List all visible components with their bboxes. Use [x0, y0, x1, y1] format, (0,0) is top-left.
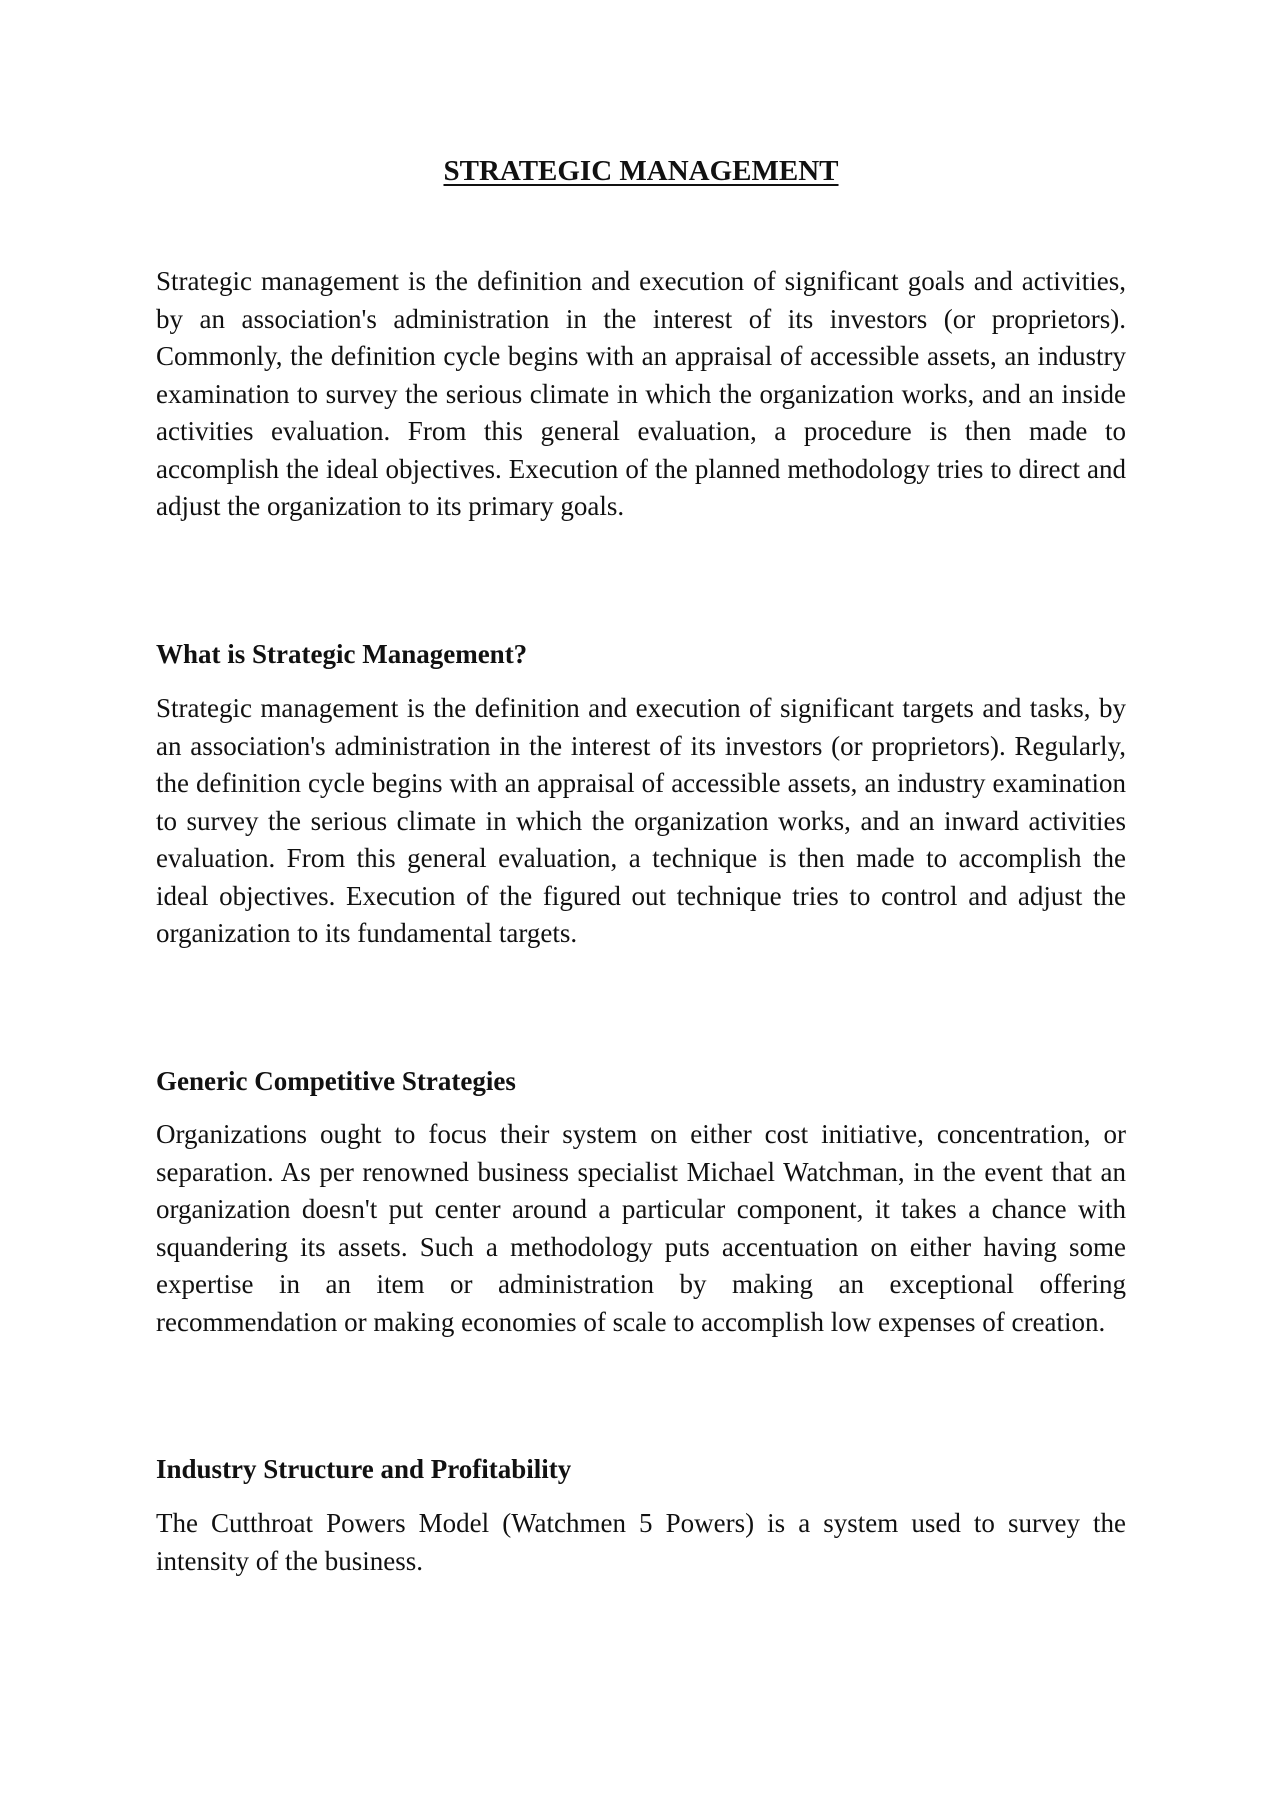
intro-paragraph: Strategic management is the definition and execution of significant goals and activities, by an association's administration in the interest of its investors (or proprietors). Commonly, the definition cycle begins with an appraisal of accessible assets, an industry examination to survey the serious climate in which the organization works, and an inside activities evaluation. From this general evaluation, a procedure is then made to accomplish the ideal objectives. Execution of the planned methodology tries to direct and adjust the organization to its primary goals. [156, 266, 1126, 521]
section-heading-industry-structure: Industry Structure and Profitability [156, 1454, 572, 1484]
section-body-industry-structure: The Cutthroat Powers Model (Watchmen 5 Powers) is a system used to survey the intensity of the business. [156, 1508, 1126, 1576]
section-body-what-is-strategic-management: Strategic management is the definition and execution of significant targets and tasks, by an association's administration in the interest of its investors (or proprietors). Regularly, the definition cycle begins with an appraisal of accessible assets, an industry examination to survey the serious climate in which the organization works, and an inward activities evaluation. From this general evaluation, a technique is then made to accomplish the ideal objectives. Execution of the figured out technique tries to control and adjust the organization to its fundamental targets. [156, 693, 1126, 948]
document-title: STRATEGIC MANAGEMENT [443, 155, 839, 187]
section-heading-what-is-strategic-management: What is Strategic Management? [156, 639, 528, 669]
section-body-generic-competitive-strategies: Organizations ought to focus their system on either cost initiative, concentration, or separation. As per renowned business specialist Michael Watchman, in the event that an organization doesn't put center around a particular component, it takes a chance with squandering its assets. Such a methodology puts accentuation on either having some expertise in an item or administration by making an exceptional offering recommendation or making economies of scale to accomplish low expenses of creation. [156, 1119, 1126, 1337]
section-heading-generic-competitive-strategies: Generic Competitive Strategies [156, 1066, 516, 1096]
